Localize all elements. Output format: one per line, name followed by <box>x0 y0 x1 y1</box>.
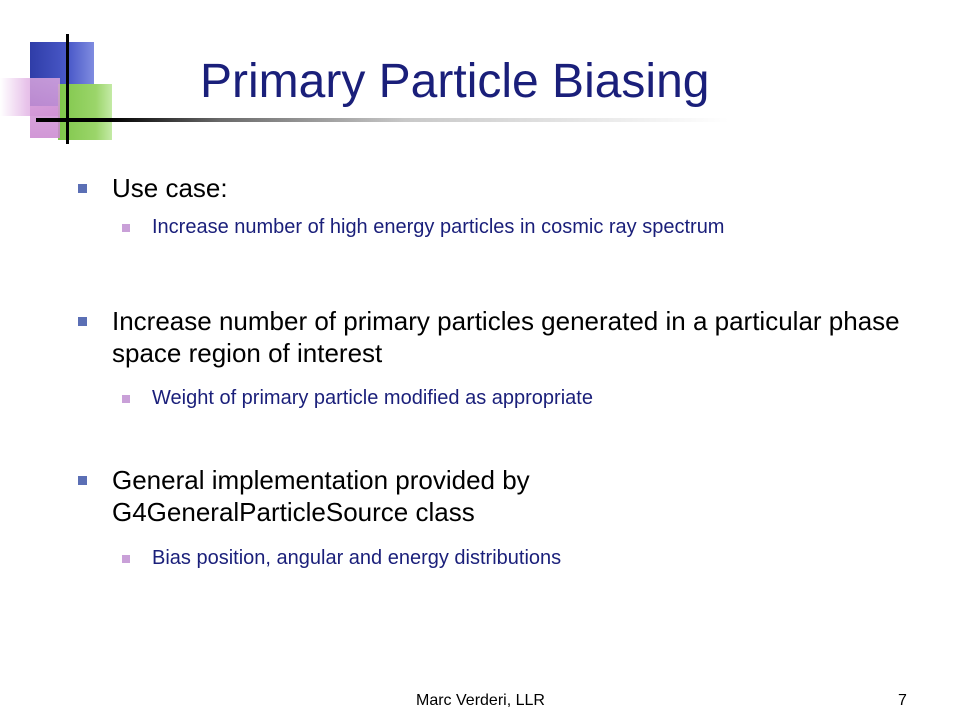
sub-bullet-text: Weight of primary particle modified as appropriate <box>152 387 593 409</box>
bullet-text: General implementation provided by G4GeneralParticleSource class <box>112 465 530 527</box>
logo-vertical-line <box>66 34 69 144</box>
bullet-text: Increase number of primary particles generated in a particular phase space region of interest <box>112 306 900 368</box>
sub-bullet-text: Bias position, angular and energy distributions <box>152 547 562 569</box>
sub-bullet-square-icon <box>122 555 130 563</box>
bullet-square-icon <box>78 317 87 326</box>
footer-author: Marc Verderi, LLR <box>416 692 545 709</box>
bullet-text: Use case: <box>112 173 228 203</box>
title-underline <box>36 118 960 122</box>
logo-pink-square <box>30 78 60 138</box>
sub-bullet-square-icon <box>122 224 130 232</box>
bullet-square-icon <box>78 184 87 193</box>
sub-bullet-square-icon <box>122 395 130 403</box>
bullet-square-icon <box>78 476 87 485</box>
page-number: 7 <box>898 692 907 709</box>
slide-title: Primary Particle Biasing <box>200 55 710 108</box>
sub-bullet-text: Increase number of high energy particles in cosmic ray spectrum <box>152 216 725 238</box>
